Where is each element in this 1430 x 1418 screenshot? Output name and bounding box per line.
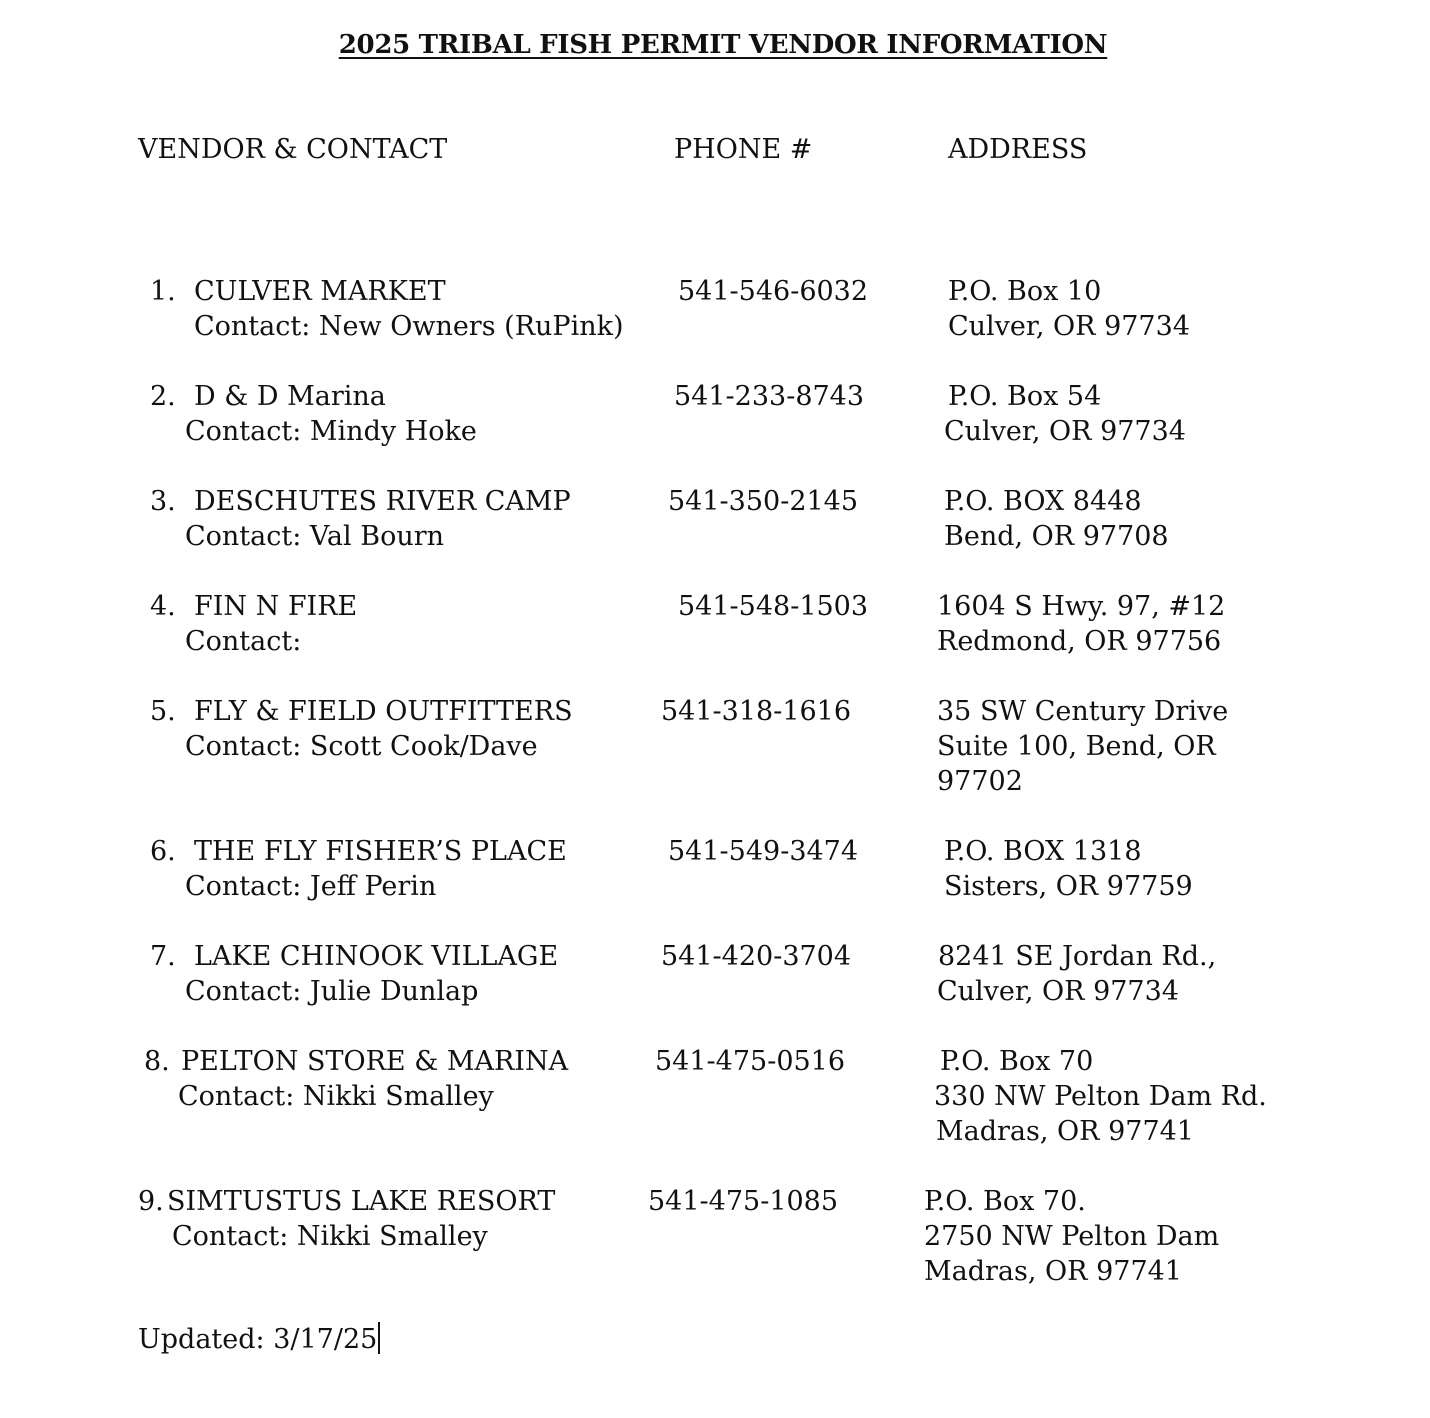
column-header-vendor: VENDOR & CONTACT (138, 134, 448, 165)
vendor-address-line: P.O. Box 70 (940, 1046, 1094, 1077)
vendor-contact: Contact: Scott Cook/Dave (185, 731, 538, 762)
vendor-phone: 541-475-1085 (648, 1186, 839, 1217)
vendor-address-line: Redmond, OR 97756 (937, 626, 1222, 657)
vendor-name: DESCHUTES RIVER CAMP (194, 486, 571, 517)
vendor-number: 3. (150, 486, 176, 517)
vendor-address-line: Culver, OR 97734 (937, 976, 1179, 1007)
vendor-contact: Contact: (185, 626, 302, 657)
vendor-name: LAKE CHINOOK VILLAGE (194, 941, 559, 972)
vendor-entry (0, 274, 1430, 394)
vendor-phone: 541-475-0516 (655, 1046, 846, 1077)
vendor-entry (0, 484, 1430, 604)
vendor-number: 8. (144, 1046, 170, 1077)
vendor-address-line: Bend, OR 97708 (944, 521, 1169, 552)
vendor-name: FIN N FIRE (194, 591, 358, 622)
vendor-name: THE FLY FISHER’S PLACE (194, 836, 567, 867)
vendor-entry (0, 834, 1430, 954)
vendor-address-line: 8241 SE Jordan Rd., (938, 941, 1217, 972)
vendor-number: 6. (150, 836, 176, 867)
vendor-address-line: P.O. Box 10 (948, 276, 1102, 307)
vendor-number: 5. (150, 696, 176, 727)
column-header-phone: PHONE # (674, 134, 813, 165)
vendor-contact: Contact: Mindy Hoke (185, 416, 477, 447)
vendor-address-line: 1604 S Hwy. 97, #12 (937, 591, 1226, 622)
vendor-number: 2. (150, 381, 176, 412)
vendor-phone: 541-549-3474 (668, 836, 859, 867)
vendor-contact: Contact: Nikki Smalley (178, 1081, 494, 1112)
text-cursor (378, 1322, 380, 1354)
vendor-address-line: P.O. Box 70. (924, 1186, 1086, 1217)
vendor-contact: Contact: Jeff Perin (185, 871, 437, 902)
vendor-address-line: Culver, OR 97734 (944, 416, 1186, 447)
vendor-address-line: Sisters, OR 97759 (944, 871, 1193, 902)
vendor-address-line: 35 SW Century Drive (937, 696, 1229, 727)
vendor-name: PELTON STORE & MARINA (181, 1046, 569, 1077)
vendor-number: 7. (150, 941, 176, 972)
vendor-name: CULVER MARKET (194, 276, 446, 307)
vendor-address-line: P.O. Box 54 (948, 381, 1102, 412)
updated-text: Updated: 3/17/25 (138, 1324, 378, 1355)
vendor-phone: 541-548-1503 (678, 591, 869, 622)
vendor-phone: 541-233-8743 (674, 381, 865, 412)
vendor-name: SIMTUSTUS LAKE RESORT (167, 1186, 556, 1217)
vendor-entry (0, 694, 1430, 834)
vendor-name: FLY & FIELD OUTFITTERS (194, 696, 573, 727)
vendor-entry (0, 939, 1430, 1059)
vendor-entry (0, 379, 1430, 499)
vendor-address-line: P.O. BOX 1318 (944, 836, 1142, 867)
vendor-address-line: Madras, OR 97741 (924, 1256, 1182, 1287)
vendor-number: 4. (150, 591, 176, 622)
vendor-phone: 541-318-1616 (661, 696, 852, 727)
vendor-phone: 541-546-6032 (678, 276, 869, 307)
vendor-contact: Contact: Nikki Smalley (172, 1221, 488, 1252)
vendor-address-line: 97702 (937, 766, 1023, 797)
vendor-address-line: P.O. BOX 8448 (944, 486, 1142, 517)
vendor-number: 9. (138, 1186, 164, 1217)
page-title: 2025 TRIBAL FISH PERMIT VENDOR INFORMATION (338, 30, 1108, 60)
vendor-entry (0, 1044, 1430, 1184)
vendor-name: D & D Marina (194, 381, 386, 412)
vendor-contact: Contact: Julie Dunlap (185, 976, 479, 1007)
vendor-phone: 541-420-3704 (661, 941, 852, 972)
vendor-entry (0, 1184, 1430, 1324)
vendor-address-line: 330 NW Pelton Dam Rd. (934, 1081, 1267, 1112)
vendor-address-line: Madras, OR 97741 (936, 1116, 1194, 1147)
vendor-phone: 541-350-2145 (668, 486, 859, 517)
vendor-contact: Contact: New Owners (RuPink) (194, 311, 624, 342)
vendor-contact: Contact: Val Bourn (185, 521, 445, 552)
column-header-address: ADDRESS (948, 134, 1088, 165)
updated-date[interactable] (138, 1322, 380, 1357)
vendor-number: 1. (150, 276, 176, 307)
vendor-entry (0, 589, 1430, 709)
vendor-address-line: Culver, OR 97734 (948, 311, 1190, 342)
vendor-address-line: 2750 NW Pelton Dam (924, 1221, 1220, 1252)
vendor-address-line: Suite 100, Bend, OR (937, 731, 1216, 762)
